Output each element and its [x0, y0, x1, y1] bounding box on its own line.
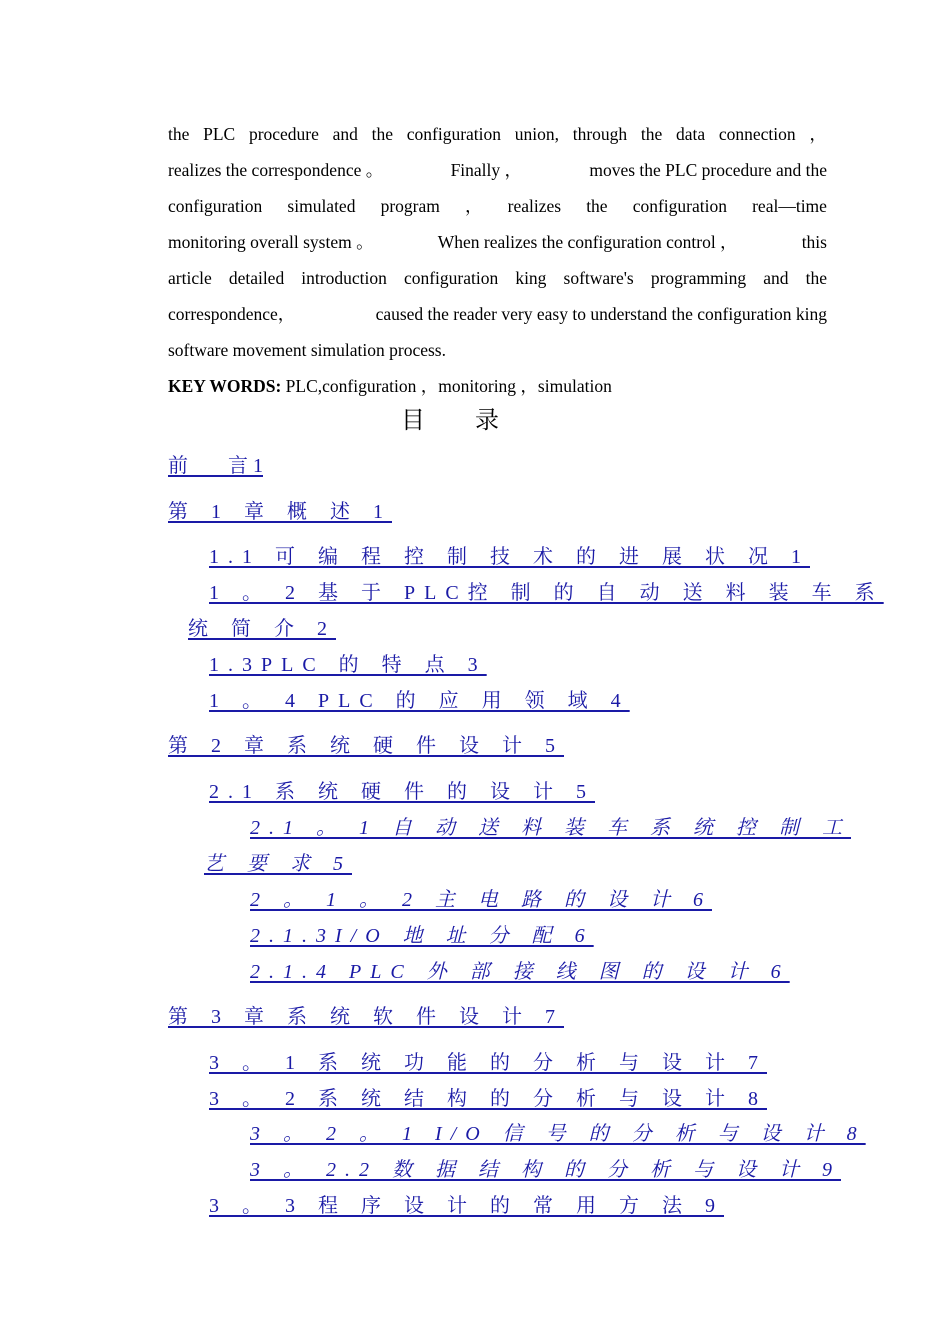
- abstract-paragraph: [168, 116, 827, 368]
- toc-link-preface[interactable]: 前 言 1: [168, 455, 263, 477]
- keywords-label: KEY WORDS:: [168, 376, 282, 396]
- abstract-word: correspondence，: [168, 304, 296, 324]
- abstract-word: union,: [514, 124, 559, 144]
- abstract-word: ，: [465, 196, 483, 216]
- abstract-word: moves the PLC procedure and the: [589, 160, 827, 180]
- abstract-word: through: [572, 124, 628, 144]
- abstract-word: connection: [718, 124, 796, 144]
- abstract-word: programming: [650, 268, 747, 288]
- abstract-word: configuration: [168, 196, 263, 216]
- abstract-word: the: [168, 124, 190, 144]
- abstract-word: configuration: [406, 124, 502, 144]
- toc-link-3-2[interactable]: 3 。 2 系 统 结 构 的 分 析 与 设 计 8: [209, 1088, 767, 1110]
- toc-link-1-1[interactable]: 1.1 可 编 程 控 制 技 术 的 进 展 状 况 1: [209, 546, 810, 568]
- abstract-word: software's: [563, 268, 634, 288]
- abstract-word: data: [675, 124, 706, 144]
- abstract-word: the: [640, 124, 663, 144]
- keywords-line: [168, 368, 612, 404]
- toc-link-3-3[interactable]: 3 。 3 程 序 设 计 的 常 用 方 法 9: [209, 1195, 724, 1217]
- abstract-word: ，: [809, 124, 827, 144]
- abstract-word: configuration: [403, 268, 499, 288]
- abstract-line-7: [168, 332, 827, 368]
- abstract-word: caused the reader very easy to understand the configuration king: [375, 304, 827, 324]
- toc-link-1-4[interactable]: 1 。 4 PLC 的 应 用 领 域 4: [209, 690, 630, 712]
- abstract-word: the: [371, 124, 394, 144]
- abstract-line-6: [168, 296, 827, 332]
- abstract-word: realizes the correspondence 。: [168, 160, 384, 180]
- toc-link-3-2-1[interactable]: 3 。 2 。 1 I/O 信 号 的 分 析 与 设 计 8: [250, 1123, 866, 1145]
- toc-link-1-2[interactable]: 1 。 2 基 于 PLC控 制 的 自 动 送 料 装 车 系: [209, 582, 884, 604]
- abstract-word: this: [801, 232, 827, 252]
- abstract-word: the: [586, 196, 608, 216]
- abstract-line-5: [168, 260, 827, 296]
- abstract-word: monitoring overall system 。: [168, 232, 374, 252]
- abstract-word: simulated: [287, 196, 356, 216]
- toc-link-3-1[interactable]: 3 。 1 系 统 功 能 的 分 析 与 设 计 7: [209, 1052, 767, 1074]
- toc-link-2-1-2[interactable]: 2 。 1 。 2 主 电 路 的 设 计 6: [250, 889, 712, 911]
- toc-link-chapter-1[interactable]: 第 1 章 概 述 1: [168, 501, 392, 523]
- toc-link-chapter-2[interactable]: 第 2 章 系 统 硬 件 设 计 5: [168, 735, 564, 757]
- abstract-word: configuration: [632, 196, 727, 216]
- abstract-word: and: [332, 124, 358, 144]
- abstract-word: and: [763, 268, 789, 288]
- abstract-word: the: [805, 268, 827, 288]
- toc-link-2-1-1-cont[interactable]: 艺 要 求 5: [204, 853, 352, 875]
- abstract-word: detailed: [228, 268, 285, 288]
- abstract-word: program: [380, 196, 440, 216]
- abstract-word: procedure: [248, 124, 319, 144]
- abstract-word: introduction: [301, 268, 387, 288]
- abstract-word: software movement simulation process.: [168, 340, 446, 360]
- toc-link-1-3[interactable]: 1.3PLC 的 特 点 3: [209, 654, 487, 676]
- toc-title: 目录: [401, 406, 549, 434]
- abstract-word: article: [168, 268, 212, 288]
- abstract-line-3: [168, 188, 827, 224]
- toc-link-chapter-3[interactable]: 第 3 章 系 统 软 件 设 计 7: [168, 1006, 564, 1028]
- toc-link-2-1-3[interactable]: 2.1.3I/O 地 址 分 配 6: [250, 925, 594, 947]
- abstract-line-4: [168, 224, 827, 260]
- toc-link-3-2-2[interactable]: 3 。 2.2 数 据 结 构 的 分 析 与 设 计 9: [250, 1159, 841, 1181]
- abstract-word: When realizes the configuration control ，: [437, 232, 738, 252]
- abstract-word: Finally ，: [450, 160, 523, 180]
- abstract-word: PLC: [203, 124, 236, 144]
- toc-link-1-2-cont[interactable]: 统 简 介 2: [188, 618, 336, 640]
- abstract-line-2: [168, 152, 827, 188]
- toc-link-2-1-4[interactable]: 2.1.4 PLC 外 部 接 线 图 的 设 计 6: [250, 961, 790, 983]
- toc-link-2-1[interactable]: 2.1 系 统 硬 件 的 设 计 5: [209, 781, 595, 803]
- keywords-text: PLC,configuration ，monitoring ，simulation: [281, 376, 612, 396]
- abstract-line-1: [168, 116, 827, 152]
- abstract-word: real—time: [752, 196, 827, 216]
- abstract-word: realizes: [507, 196, 562, 216]
- abstract-word: king: [515, 268, 547, 288]
- toc-link-2-1-1[interactable]: 2.1 。 1 自 动 送 料 装 车 系 统 控 制 工: [250, 817, 851, 839]
